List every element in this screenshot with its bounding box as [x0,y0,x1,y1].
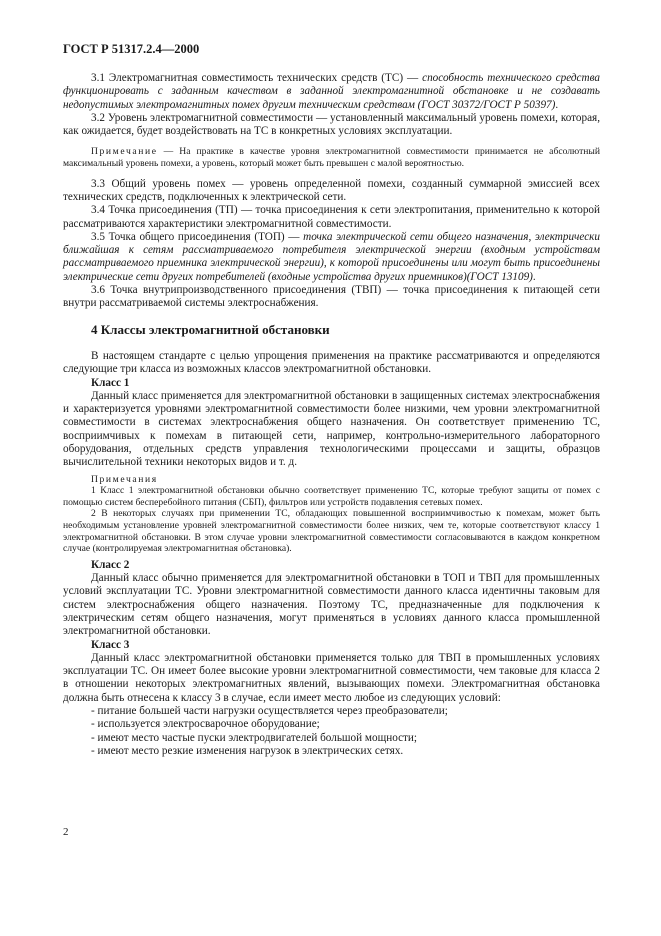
definition-3-5-text: точка электрической сети общего назначения, электрически ближайшая к сетям рассматриваемого потребителя электрической энергии (входным устройствам рассматриваемого приемника электрической энергии), к которой присоединены или могут быть присоединены электрические сети других потребителей (входные устройства других приемников)(ГОСТ 13109) [63,230,600,283]
class-3-text: Данный класс электромагнитной обстановки применяется только для ТВП в промышленных условиях эксплуатации ТС. Он имеет более высокие уровни электромагнитной совместимости, чем таковые для класса 2 в отношении некоторых электромагнитных явлений, вызывающих помехи. Электромагнитная обстановка должна быть отнесена к классу 3 в случае, если имеет место любое из следующих условий: [63,651,600,704]
section-4-title: 4 Классы электромагнитной обстановки [91,321,330,337]
condition-item: - имеют место резкие изменения нагрузок в электрических сетях. [91,744,404,757]
page-number: 2 [63,826,69,838]
definition-3-6: 3.6 Точка внутрипроизводственного присоединения (ТВП) — точка присоединения к питающей сети внутри рассматриваемой системы электроснабжения. [63,284,600,310]
notes-label: Примечания [91,473,158,485]
note [63,146,600,169]
page-content [63,72,600,758]
definition-3-3: 3.3 Общий уровень помех — уровень определенной помехи, созданный суммарной эмиссией всех технических средств, подключенных к электрической сети. [63,177,600,203]
class-1-title: Класс 1 [91,376,130,389]
class-1-note-2: 2 В некоторых случаях при применении ТС, обладающих повышенной восприимчивостью к помехам, может быть необходимым установление уровней электромагнитной совместимости более низких, чем те, которые соответствуют классу 1 электромагнитной обстановки. В этом случае уровни электромагнитной совместимости согласовываются в каждом конкретном случае (контролируемая электромагнитная обстановка). [63,508,600,555]
condition-item: - имеют место частые пуски электродвигателей большой мощности; [91,731,418,744]
definition-3-5: 3.5 Точка общего присоединения (ТОП) — точка электрической сети общего назначения, электрически ближайшая к сетям рассматриваемого потребителя электрической энергии (входным устройствам рассматриваемого приемника электрической энергии), к которой присоединены или могут быть присоединены электрические сети других потребителей (входные устройства других приемников)(ГОСТ 13109). [63,230,600,283]
class-3-conditions [63,705,600,758]
definition-3-1-text: способность технического средства функционировать с заданным качеством в заданной электромагнитной обстановке и не создавать недопустимых электромагнитных помех другим техническим средствам (ГОСТ 30372/ГОСТ Р 50397) [63,72,600,111]
definition-3-4: 3.4 Точка присоединения (ТП) — точка присоединения к сети электропитания, применительно к которой рассматриваются характеристики электромагнитной совместимости. [63,204,600,230]
class-3-title: Класс 3 [91,638,130,651]
condition-item: - используется электросварочное оборудование; [91,718,320,731]
condition-item: - питание большей части нагрузки осуществляется через преобразователи; [91,705,448,718]
note-label: Примечание [91,146,158,158]
note-text: — На практике в качестве уровня электромагнитной совместимости принимается не абсолютный максимальный уровень помехи, а уровень, который может быть превышен с малой вероятностью. [63,146,600,170]
section-4-intro: В настоящем стандарте с целью упрощения применения на практике рассматриваются и определяются следующие три класса из возможных классов электромагнитной обстановки. [63,349,600,376]
definition-3-1: 3.1 Электромагнитная совместимость технических средств (ТС) — способность технического средства функционировать с заданным качеством в заданной электромагнитной обстановке и не создавать недопустимых электромагнитных помех другим техническим средствам (ГОСТ 30372/ГОСТ Р 50397). [63,72,600,111]
class-1-text: Данный класс применяется для электромагнитной обстановки в защищенных системах электроснабжения и характеризуется уровнями электромагнитной совместимости более низкими, чем уровни электромагнитной совместимости в системах электроснабжения общего назначения. Он соответствует применению ТС, восприимчивых к помехам в питающей сети, например, контрольно-измерительного лабораторного оборудования, отдельных средств управления технологическими процессами и защиты, образцов вычислительной техники некоторых видов и т. д. [63,389,600,469]
class-2-title: Класс 2 [91,558,130,571]
definition-3-2: 3.2 Уровень электромагнитной совместимости — установленный максимальный уровень помехи, которая, как ожидается, будет воздействовать на ТС в конкретных условиях эксплуатации. [63,111,600,138]
class-1-note-1: 1 Класс 1 электромагнитной обстановки обычно соответствует применению ТС, которые требуют защиты от помех с помощью систем бесперебойного питания (СБП), фильтров или устройств подавления сетевых помех. [63,485,600,508]
class-2-text: Данный класс обычно применяется для электромагнитной обстановки в ТОП и ТВП для промышленных условий эксплуатации ТС. Уровни электромагнитной совместимости данного класса идентичны таковым для систем электроснабжения общего назначения. Поэтому ТС, предназначенные для подключения к электрическим сетям общего назначения, могут применяться в условиях данного класса промышленной электромагнитной обстановки. [63,572,600,638]
document-header: ГОСТ Р 51317.2.4—2000 [63,42,200,56]
